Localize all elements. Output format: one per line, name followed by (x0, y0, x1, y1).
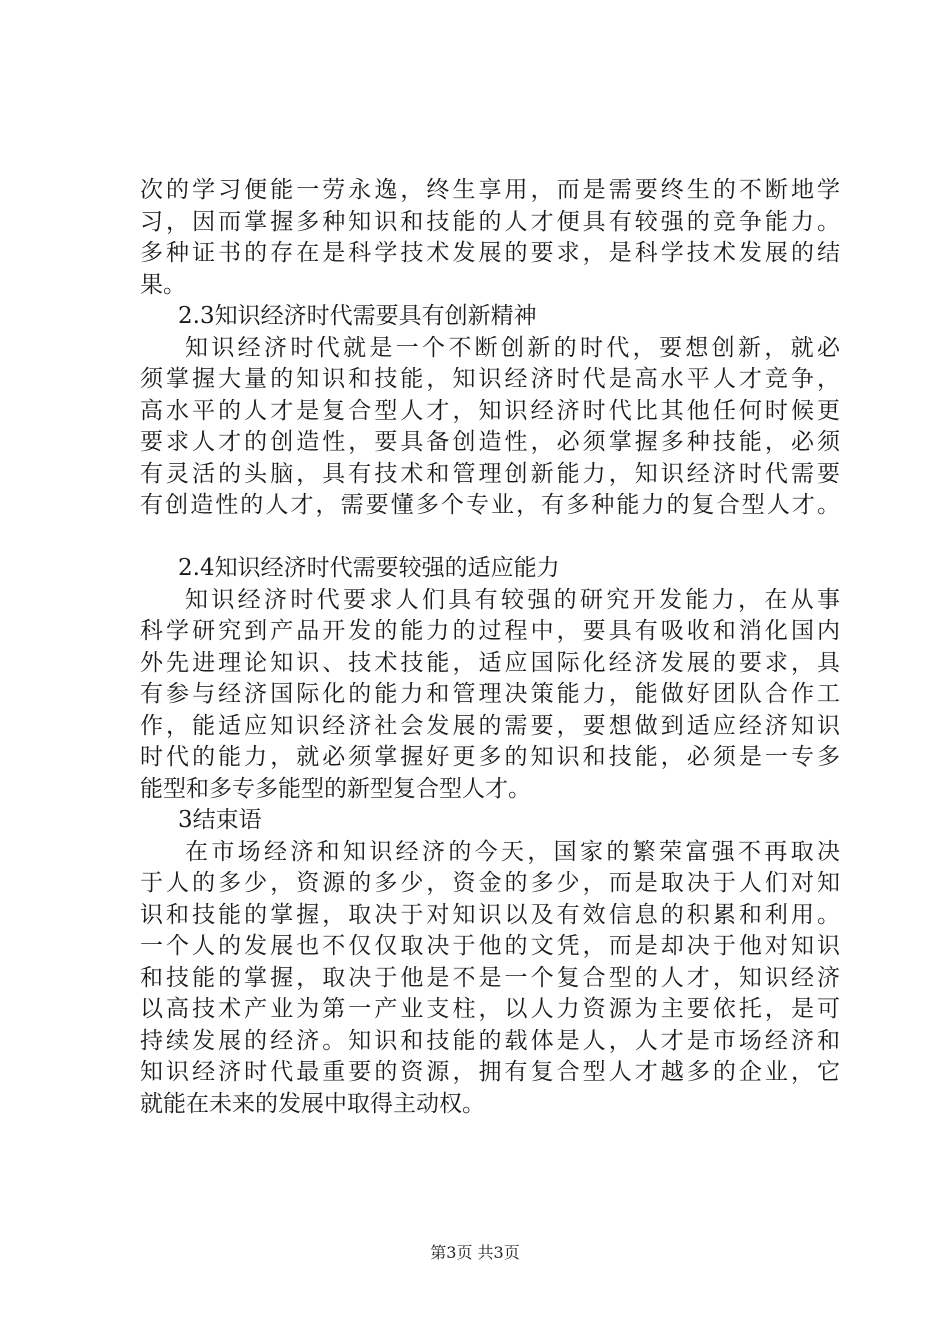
paragraph-line: 要求人才的创造性，要具备创造性，必须掌握多种技能，必须 (140, 429, 840, 455)
paragraph-line: 高水平的人才是复合型人才，知识经济时代比其他任何时候更 (140, 397, 840, 424)
paragraph-line: 知识经济时代要求人们具有较强的研究开发能力，在从事 (185, 586, 840, 613)
paragraph-line: 持续发展的经济。知识和技能的载体是人，人才是市场经济和 (140, 1027, 840, 1054)
section-heading: 2.3知识经济时代需要具有创新精神 (178, 303, 537, 329)
paragraph-line: 就能在未来的发展中取得主动权。 (140, 1090, 485, 1117)
paragraph-line: 时代的能力，就必须掌握好更多的知识和技能，必须是一专多 (140, 744, 840, 770)
paragraph-line: 果。 (140, 271, 186, 298)
document-body (140, 175, 840, 1120)
paragraph-line: 和技能的掌握，取决于他是不是一个复合型的人才，知识经济 (140, 964, 840, 991)
paragraph-line: 有参与经济国际化的能力和管理决策能力，能做好团队合作工 (140, 681, 840, 707)
paragraph-line: 多种证书的存在是科学技术发展的要求，是科学技术发展的结 (140, 240, 840, 266)
paragraph-line: 有灵活的头脑，具有技术和管理创新能力，知识经济时代需要 (140, 460, 840, 487)
paragraph-line: 一个人的发展也不仅仅取决于他的文凭，而是却决于他对知识 (140, 933, 840, 959)
paragraph-line: 以高技术产业为第一产业支柱，以人力资源为主要依托，是可 (140, 996, 840, 1022)
paragraph-line: 有创造性的人才，需要懂多个专业，有多种能力的复合型人才。 (140, 492, 840, 518)
paragraph-line: 知识经济时代就是一个不断创新的时代，要想创新，就必 (185, 334, 840, 361)
paragraph-line: 识和技能的掌握，取决于对知识以及有效信息的积累和利用。 (140, 901, 840, 928)
paragraph-line: 次的学习便能一劳永逸，终生享用，而是需要终生的不断地学 (140, 177, 840, 203)
section-heading: 2.4知识经济时代需要较强的适应能力 (178, 555, 560, 581)
page-footer: 第3页 共3页 (430, 1243, 520, 1262)
paragraph-line: 须掌握大量的知识和技能，知识经济时代是高水平人才竞争， (140, 366, 840, 392)
paragraph-line: 科学研究到产品开发的能力的过程中，要具有吸收和消化国内 (140, 618, 840, 644)
paragraph-line: 在市场经济和知识经济的今天，国家的繁荣富强不再取决 (185, 838, 840, 865)
paragraph-line: 外先进理论知识、技术技能，适应国际化经济发展的要求，具 (140, 649, 840, 676)
paragraph-line: 能型和多专多能型的新型复合型人才。 (140, 775, 531, 802)
paragraph-line: 作，能适应知识经济社会发展的需要，要想做到适应经济知识 (140, 712, 840, 739)
paragraph-line: 知识经济时代最重要的资源，拥有复合型人才越多的企业，它 (140, 1059, 840, 1085)
paragraph-line: 习，因而掌握多种知识和技能的人才便具有较强的竞争能力。 (140, 208, 840, 235)
paragraph-line: 于人的多少，资源的多少，资金的多少，而是取决于人们对知 (140, 870, 840, 896)
blank-line (140, 522, 840, 554)
section-heading: 3结束语 (178, 807, 262, 833)
